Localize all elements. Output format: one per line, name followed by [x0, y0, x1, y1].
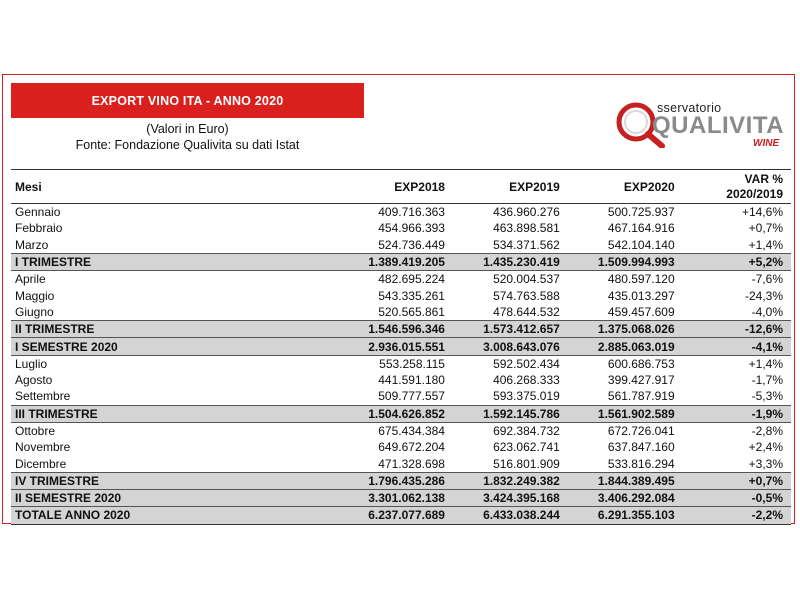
row-label: I TRIMESTRE — [11, 253, 325, 270]
cell-exp2020: 542.104.140 — [607, 237, 675, 252]
cell-exp2018: 441.591.180 — [378, 373, 445, 388]
row-label: Novembre — [15, 440, 71, 455]
table-row — [11, 237, 791, 254]
cell-var: -1,9% — [683, 405, 791, 422]
cell-exp2019: 574.763.588 — [493, 288, 560, 303]
export-table — [11, 169, 791, 525]
row-label: I SEMESTRE 2020 — [11, 338, 325, 355]
cell-exp2020: 672.726.041 — [607, 424, 675, 438]
subtotal-row — [11, 338, 791, 355]
logo-sub-text: WINE — [753, 138, 780, 149]
table-row — [11, 422, 791, 439]
cell-var: -5,3% — [751, 389, 783, 404]
cell-exp2019: 478.644.532 — [493, 304, 560, 319]
row-label: Dicembre — [15, 456, 67, 471]
cell-exp2019: 1.573.412.657 — [453, 321, 568, 338]
cell-exp2020: 399.427.917 — [607, 373, 675, 388]
col-header-exp2018: EXP2018 — [325, 170, 453, 204]
row-label: II TRIMESTRE — [11, 321, 325, 338]
cell-exp2019: 3.008.643.076 — [453, 338, 568, 355]
col-header-mesi: Mesi — [11, 170, 325, 204]
cell-exp2019: 406.268.333 — [493, 373, 560, 388]
cell-exp2018: 409.716.363 — [378, 205, 445, 220]
cell-var: -4,0% — [751, 304, 783, 319]
cell-exp2018: 509.777.557 — [378, 389, 445, 404]
cell-exp2018: 553.258.115 — [379, 356, 445, 371]
cell-var: -1,7% — [751, 373, 783, 388]
cell-exp2019: 1.435.230.419 — [453, 253, 568, 270]
cell-exp2019: 3.424.395.168 — [453, 490, 568, 507]
cell-exp2020: 435.013.297 — [607, 288, 675, 303]
row-label: Febbraio — [15, 221, 63, 236]
table-header-row — [11, 170, 791, 204]
col-header-exp2020: EXP2020 — [568, 170, 683, 204]
cell-exp2020: 600.686.753 — [607, 356, 675, 371]
row-label: TOTALE ANNO 2020 — [11, 507, 325, 524]
col-header-var — [683, 170, 791, 204]
row-label: II SEMESTRE 2020 — [11, 490, 325, 507]
cell-exp2019: 593.375.019 — [493, 389, 560, 404]
subtotal-row — [11, 253, 791, 270]
table-row — [11, 439, 791, 455]
source-note: Fonte: Fondazione Qualivita su dati Istat — [75, 138, 300, 152]
cell-var: +0,7% — [748, 221, 783, 236]
total-row — [11, 507, 791, 524]
cell-exp2020: 637.847.160 — [607, 440, 675, 455]
subtotal-row — [11, 321, 791, 338]
cell-exp2018: 649.672.204 — [378, 440, 445, 455]
cell-exp2020: 1.561.902.589 — [568, 405, 683, 422]
subtotal-row — [11, 472, 791, 489]
cell-exp2019: 6.433.038.244 — [453, 507, 568, 524]
logo-main-text: QUALIVITA — [652, 112, 785, 139]
cell-exp2018: 2.936.015.551 — [325, 338, 453, 355]
logo-top-text: sservatorio — [657, 101, 722, 115]
cell-exp2020: 500.725.937 — [607, 205, 675, 220]
cell-exp2018: 1.389.419.205 — [325, 253, 453, 270]
cell-exp2020: 467.164.916 — [607, 221, 675, 236]
cell-exp2020: 561.787.919 — [607, 389, 675, 404]
cell-var: -2,2% — [683, 507, 791, 524]
row-label: Luglio — [15, 356, 48, 371]
row-label: Aprile — [15, 272, 46, 287]
cell-var: -2,8% — [751, 424, 783, 438]
cell-exp2020: 533.816.294 — [607, 456, 675, 471]
cell-exp2018: 1.546.596.346 — [325, 321, 453, 338]
row-label: Gennaio — [15, 205, 61, 220]
cell-exp2020: 480.597.120 — [607, 272, 675, 287]
cell-exp2018: 3.301.062.138 — [325, 490, 453, 507]
table-row — [11, 220, 791, 236]
table-row — [11, 304, 791, 321]
cell-var: -24,3% — [744, 288, 783, 303]
table-row — [11, 355, 791, 372]
subtotal-row — [11, 405, 791, 422]
cell-var: +1,4% — [748, 237, 783, 252]
cell-exp2018: 675.434.384 — [378, 424, 445, 438]
cell-exp2020: 1.509.994.993 — [568, 253, 683, 270]
cell-exp2018: 543.335.261 — [378, 288, 445, 303]
cell-exp2020: 459.457.609 — [607, 304, 675, 319]
cell-exp2019: 534.371.562 — [493, 237, 560, 252]
row-label: IV TRIMESTRE — [11, 472, 325, 489]
row-label: Giugno — [15, 304, 54, 319]
row-label: Settembre — [15, 389, 71, 404]
row-label: Ottobre — [15, 424, 56, 438]
cell-exp2020: 6.291.355.103 — [568, 507, 683, 524]
cell-exp2018: 471.328.698 — [378, 456, 445, 471]
cell-exp2019: 516.801.909 — [493, 456, 560, 471]
units-note: (Valori in Euro) — [146, 122, 229, 136]
cell-exp2019: 1.832.249.382 — [453, 472, 568, 489]
row-label: Marzo — [15, 237, 49, 252]
cell-exp2019: 463.898.581 — [493, 221, 560, 236]
cell-var: +1,4% — [748, 356, 783, 371]
cell-var: +14,6% — [741, 205, 783, 220]
row-label: Agosto — [15, 373, 53, 388]
qualivita-logo — [612, 96, 792, 152]
cell-var: -12,6% — [683, 321, 791, 338]
cell-var: +3,3% — [748, 456, 783, 471]
cell-exp2019: 592.502.434 — [493, 356, 560, 371]
cell-exp2018: 524.736.449 — [378, 237, 445, 252]
cell-exp2020: 1.375.068.026 — [568, 321, 683, 338]
col-header-var-line1: VAR % — [744, 171, 783, 186]
cell-var: -4,1% — [683, 338, 791, 355]
cell-exp2018: 1.504.626.852 — [325, 405, 453, 422]
cell-exp2020: 1.844.389.495 — [568, 472, 683, 489]
table-row — [11, 372, 791, 388]
subtotal-row — [11, 490, 791, 507]
table-row — [11, 204, 791, 221]
cell-var: -7,6% — [751, 272, 783, 287]
cell-var: -0,5% — [683, 490, 791, 507]
cell-exp2019: 436.960.276 — [493, 205, 560, 220]
cell-var: +5,2% — [683, 253, 791, 270]
cell-exp2019: 1.592.145.786 — [453, 405, 568, 422]
col-header-exp2019: EXP2019 — [453, 170, 568, 204]
table-row — [11, 455, 791, 472]
table-row — [11, 271, 791, 288]
cell-exp2018: 6.237.077.689 — [325, 507, 453, 524]
table-row — [11, 388, 791, 405]
col-header-var-line2: 2020/2019 — [726, 186, 783, 201]
row-label: III TRIMESTRE — [11, 405, 325, 422]
cell-var: +2,4% — [748, 440, 783, 455]
cell-exp2018: 482.695.224 — [378, 272, 445, 287]
table-row — [11, 287, 791, 303]
cell-exp2020: 3.406.292.084 — [568, 490, 683, 507]
cell-var: +0,7% — [683, 472, 791, 489]
cell-exp2019: 692.384.732 — [493, 424, 560, 438]
row-label: Maggio — [15, 288, 55, 303]
cell-exp2019: 520.004.537 — [493, 272, 560, 287]
cell-exp2018: 520.565.861 — [378, 304, 445, 319]
cell-exp2019: 623.062.741 — [493, 440, 560, 455]
report-title: EXPORT VINO ITA - ANNO 2020 — [11, 83, 364, 118]
report-subtitle — [11, 121, 364, 153]
cell-exp2020: 2.885.063.019 — [568, 338, 683, 355]
cell-exp2018: 454.966.393 — [378, 221, 445, 236]
cell-exp2018: 1.796.435.286 — [325, 472, 453, 489]
